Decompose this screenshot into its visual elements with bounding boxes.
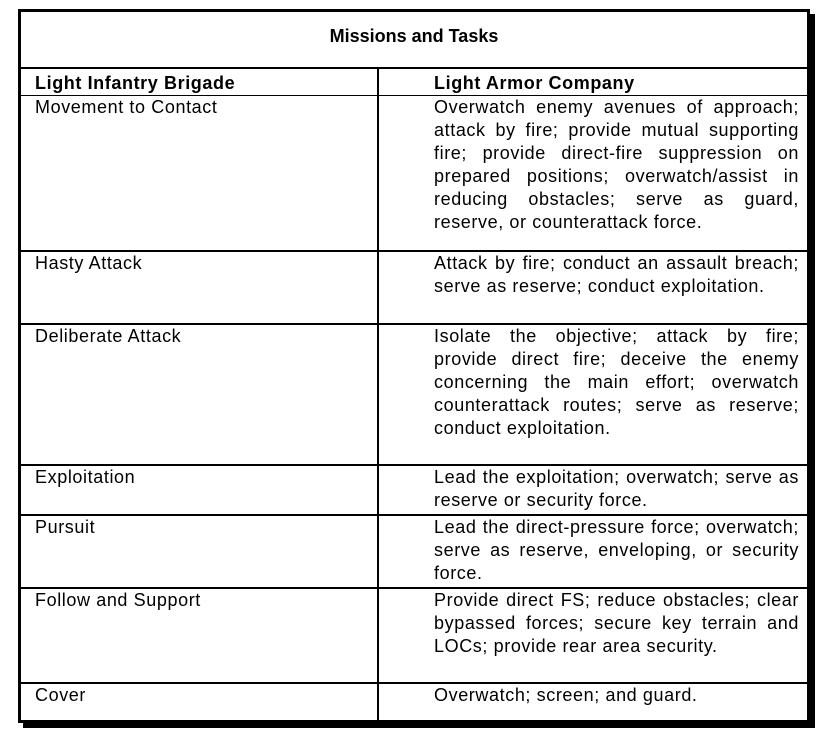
table-row [21,515,807,588]
tasks-cell: Attack by fire; conduct an assault breach; serve as reserve; conduct exploitation. [434,253,799,296]
mission-cell: Hasty Attack [35,253,143,273]
mission-cell: Cover [35,685,87,705]
mission-cell: Deliberate Attack [35,326,182,346]
tasks-cell: Isolate the objective; attack by fire; provide direct fire; deceive the enemy concerning the main effort; overwatch counterattack routes; serve as reserve; conduct exploitation. [434,326,799,438]
table-row [21,324,807,465]
missions-tasks-table [18,9,810,723]
header-row [21,69,807,96]
table-title: Missions and Tasks [21,12,807,69]
mission-cell: Follow and Support [35,590,201,610]
table-row [21,251,807,324]
missions-grid [21,69,807,724]
tasks-cell: Lead the direct-pressure force; overwatch; serve as reserve, enveloping, or security force. [434,517,799,583]
tasks-cell: Provide direct FS; reduce obstacles; clear bypassed forces; secure key terrain and LOCs; provide rear area security. [434,590,799,656]
header-light-infantry-brigade: Light Infantry Brigade [21,69,378,96]
mission-cell: Exploitation [35,467,136,487]
header-light-armor-company: Light Armor Company [378,69,807,96]
table-row [21,465,807,515]
table-row [21,96,807,252]
table-row [21,588,807,683]
table-row [21,683,807,724]
tasks-cell: Overwatch enemy avenues of approach; attack by fire; provide mutual supporting fire; provide direct-fire suppression on prepared positions; overwatch/assist in reducing obstacles; serve as guard, reserve, or counterattack force. [434,97,799,232]
tasks-cell: Lead the exploitation; overwatch; serve as reserve or security force. [434,467,799,510]
mission-cell: Movement to Contact [35,97,218,117]
tasks-cell: Overwatch; screen; and guard. [434,685,698,705]
mission-cell: Pursuit [35,517,96,537]
